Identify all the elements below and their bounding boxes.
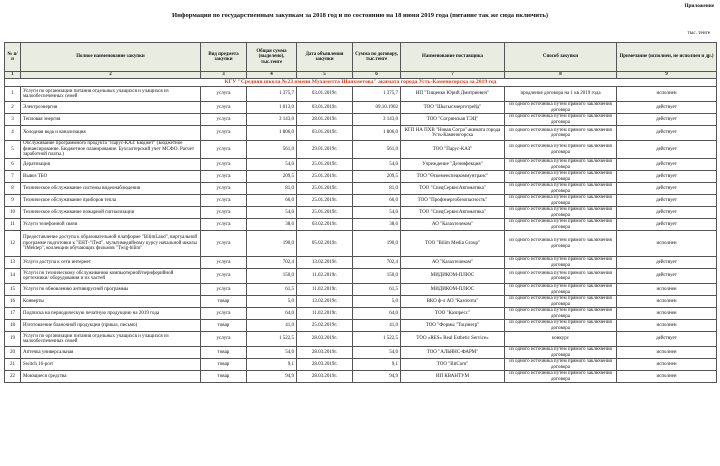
table-row <box>5 269 717 284</box>
cell-supplier: АО "Казахтелеком" <box>401 219 505 231</box>
cell-supplier: ИП КВАНТУМ <box>401 371 505 383</box>
table-row <box>5 347 717 359</box>
cell-name: Изготовление бланочной продукции (приказ, письмо) <box>21 320 201 332</box>
cell-method: из одного источника путем прямого заключения договора <box>505 102 617 114</box>
cell-name: Тепловая энергия <box>21 114 201 126</box>
cell-date: 11.02.2019г. <box>297 269 353 284</box>
cell-kind: товар <box>201 296 247 308</box>
cell-supplier: КГП НА ПХВ "Новая Согра" акимата города Усть-Каменогорска <box>401 126 505 141</box>
cell-method: из одного источника путем прямого заключения договора <box>505 231 617 257</box>
appendix-label: Приложение <box>684 3 714 9</box>
cell-contract: 9,1 <box>353 359 401 371</box>
column-header: Примечание (исполнен, не исполнен и др.) <box>617 43 717 72</box>
cell-note: действует <box>617 183 717 195</box>
cell-n: 11 <box>5 219 21 231</box>
cell-note: действует <box>617 126 717 141</box>
cell-contract: 61,5 <box>353 284 401 296</box>
cell-contract: 09.10.1902 <box>353 102 401 114</box>
cell-n: 10 <box>5 207 21 219</box>
column-number: 1 <box>5 72 21 79</box>
cell-total: 64,0 <box>247 308 297 320</box>
table-row <box>5 359 717 371</box>
cell-supplier: ТОО "Согринская ТЭЦ" <box>401 114 505 126</box>
cell-supplier: ТОО "Шыгысэнерготрейд" <box>401 102 505 114</box>
cell-note: действует <box>617 159 717 171</box>
table-body <box>5 87 717 383</box>
table-row <box>5 308 717 320</box>
cell-date: 03.01.2019г. <box>297 126 353 141</box>
cell-date: 25.01.2019г. <box>297 195 353 207</box>
cell-total: 190,0 <box>247 231 297 257</box>
cell-supplier: Учреждение "Дезинфекция" <box>401 159 505 171</box>
cell-kind: услуга <box>201 102 247 114</box>
cell-n: 15 <box>5 284 21 296</box>
cell-supplier: МИДИКОМ-ПЛЮС <box>401 284 505 296</box>
cell-contract: 561,0 <box>353 141 401 159</box>
column-header: Сумма по договору, тыс.тенге <box>353 43 401 72</box>
cell-date: 25.01.2019г. <box>297 171 353 183</box>
cell-method: продление договора на 1 кв 2019 года <box>505 87 617 102</box>
cell-contract: 64,0 <box>353 308 401 320</box>
table-row <box>5 296 717 308</box>
cell-n: 20 <box>5 347 21 359</box>
cell-supplier: ТОО "Bilim Media Group" <box>401 231 505 257</box>
cell-n: 13 <box>5 257 21 269</box>
cell-n: 5 <box>5 141 21 159</box>
cell-total: 1 806,0 <box>247 126 297 141</box>
cell-n: 8 <box>5 183 21 195</box>
cell-n: 2 <box>5 102 21 114</box>
cell-total: 81,0 <box>247 183 297 195</box>
table-row <box>5 257 717 269</box>
cell-name: Техническое обслуживание системы видеонаблюдения <box>21 183 201 195</box>
cell-kind: услуга <box>201 269 247 284</box>
cell-method: из одного источника путем прямого заключения договора <box>505 171 617 183</box>
cell-note: исполнен <box>617 284 717 296</box>
cell-contract: 1 806,0 <box>353 126 401 141</box>
cell-date: 03.01.2019г. <box>297 87 353 102</box>
cell-kind: услуга <box>201 126 247 141</box>
cell-name: Услуги по организации питания отдельных учащихся и учащихся из малообеспеченных семей <box>21 87 201 102</box>
column-number: 4 <box>247 72 297 79</box>
cell-date: 29.01.2019г. <box>297 141 353 159</box>
cell-method: из одного источника путем прямого заключения договора <box>505 284 617 296</box>
cell-method: из одного источника путем прямого заключения договора <box>505 320 617 332</box>
cell-name: Аптечка универсальная <box>21 347 201 359</box>
cell-supplier: ТОО "СпецСервисАвтоматика" <box>401 207 505 219</box>
cell-total: 702,4 <box>247 257 297 269</box>
cell-kind: услуга <box>201 183 247 195</box>
cell-supplier: ТОО "Парус-КАЗ" <box>401 141 505 159</box>
cell-kind: услуга <box>201 159 247 171</box>
cell-name: Холодная вода и канализация <box>21 126 201 141</box>
cell-total: 66,0 <box>247 195 297 207</box>
table-row <box>5 102 717 114</box>
cell-kind: товар <box>201 371 247 383</box>
cell-kind: товар <box>201 359 247 371</box>
cell-date: 25.02.2019г. <box>297 320 353 332</box>
cell-n: 16 <box>5 296 21 308</box>
cell-method: из одного источника путем прямого заключения договора <box>505 207 617 219</box>
cell-name: Конверты <box>21 296 201 308</box>
table-row <box>5 141 717 159</box>
cell-note: исполнен <box>617 87 717 102</box>
table-row <box>5 231 717 257</box>
cell-method: из одного источника путем прямого заключения договора <box>505 308 617 320</box>
cell-contract: 54,0 <box>353 207 401 219</box>
cell-contract: 190,0 <box>353 231 401 257</box>
cell-n: 9 <box>5 195 21 207</box>
cell-name: Услуги по техническому обслуживанию компьютерной/периферийной оргтехники/ оборудования и их частей <box>21 269 201 284</box>
cell-date: 05.02.2019г. <box>297 231 353 257</box>
cell-name: Дератизация <box>21 159 201 171</box>
cell-date: 28.03.2019г. <box>297 359 353 371</box>
cell-n: 18 <box>5 320 21 332</box>
column-number: 3 <box>201 72 247 79</box>
cell-total: 150,0 <box>247 269 297 284</box>
cell-method: из одного источника путем прямого заключения договора <box>505 183 617 195</box>
cell-total: 3 143,0 <box>247 114 297 126</box>
table-row <box>5 284 717 296</box>
cell-n: 4 <box>5 126 21 141</box>
cell-name: Услуги доступа к сети интернет <box>21 257 201 269</box>
cell-date: 25.01.2019г. <box>297 159 353 171</box>
column-header: № п/п <box>5 43 21 72</box>
table-row <box>5 219 717 231</box>
cell-total: 94,9 <box>247 371 297 383</box>
cell-method: из одного источника путем прямого заключения договора <box>505 296 617 308</box>
cell-note: действует <box>617 219 717 231</box>
cell-supplier: ВКО ф-л АО "Казпочта" <box>401 296 505 308</box>
table-row <box>5 207 717 219</box>
cell-date: 25.01.2019г. <box>297 183 353 195</box>
cell-method: из одного источника путем прямого заключения договора <box>505 371 617 383</box>
document-title: Информация по государственным закупкам за 2018 год и по состоянию на 18 июня 2019 года (питание так же сюда включить) <box>171 12 549 19</box>
column-header: Наименование поставщика <box>401 43 505 72</box>
cell-date: 28.03.2019г. <box>297 347 353 359</box>
cell-contract: 5,0 <box>353 296 401 308</box>
cell-kind: услуга <box>201 207 247 219</box>
cell-note: исполнен <box>617 359 717 371</box>
cell-total: 9,1 <box>247 359 297 371</box>
cell-total: 561,0 <box>247 141 297 159</box>
cell-method: из одного источника путем прямого заключения договора <box>505 359 617 371</box>
cell-note: исполнен <box>617 231 717 257</box>
cell-supplier: ТОО "АЛЬЯНС-ФАРМ" <box>401 347 505 359</box>
cell-n: 19 <box>5 332 21 347</box>
cell-method: из одного источника путем прямого заключения договора <box>505 269 617 284</box>
cell-note: действует <box>617 114 717 126</box>
cell-name: Услуги по организации питания отдельных учащихся и учащихся из малообеспеченных семей <box>21 332 201 347</box>
table-row <box>5 183 717 195</box>
cell-date: 13.02.2019г. <box>297 257 353 269</box>
table-row <box>5 114 717 126</box>
organization-row <box>5 79 717 87</box>
cell-date: 28.01.2019г. <box>297 114 353 126</box>
cell-note: действует <box>617 102 717 114</box>
cell-name: Обслуживание программного продукта "Парус-КАЗ: Бюджет" (Бюджетное финансирование. Бюджетное планирование. Бухгалтерский учет МСФО. Расчет заработной платы.) <box>21 141 201 159</box>
column-header: Общая сумма (выделено), тыс.тенге <box>247 43 297 72</box>
cell-n: 3 <box>5 114 21 126</box>
cell-note: исполнен <box>617 296 717 308</box>
cell-total: 5,0 <box>247 296 297 308</box>
cell-contract: 41,0 <box>353 320 401 332</box>
cell-kind: услуга <box>201 141 247 159</box>
cell-contract: 81,0 <box>353 183 401 195</box>
cell-kind: товар <box>201 347 247 359</box>
cell-kind: услуга <box>201 171 247 183</box>
cell-name: Моющиеся средства <box>21 371 201 383</box>
cell-kind: услуга <box>201 114 247 126</box>
cell-n: 12 <box>5 231 21 257</box>
cell-total: 1 522,5 <box>247 332 297 347</box>
cell-name: Услуги телефонной связи <box>21 219 201 231</box>
cell-n: 6 <box>5 159 21 171</box>
cell-note: действует <box>617 257 717 269</box>
table-row <box>5 332 717 347</box>
cell-note: действует <box>617 171 717 183</box>
cell-date: 28.03.2019г. <box>297 371 353 383</box>
cell-note: исполнен <box>617 347 717 359</box>
procurement-table <box>4 42 717 383</box>
cell-contract: 38,6 <box>353 219 401 231</box>
cell-method: из одного источника путем прямого заключения договора <box>505 219 617 231</box>
cell-n: 22 <box>5 371 21 383</box>
cell-supplier: МИДИКОМ-ПЛЮС <box>401 269 505 284</box>
cell-total: 54,0 <box>247 207 297 219</box>
table-row <box>5 320 717 332</box>
cell-supplier: ТОО "Өскеменспецкоммунтранс" <box>401 171 505 183</box>
cell-note: действует <box>617 269 717 284</box>
cell-total: 41,0 <box>247 320 297 332</box>
cell-kind: услуга <box>201 219 247 231</box>
cell-name: Техническое обслуживание пожарной сигнализации <box>21 207 201 219</box>
cell-method: конкурс <box>505 332 617 347</box>
cell-total: 61,5 <box>247 284 297 296</box>
cell-kind: услуга <box>201 332 247 347</box>
cell-kind: товар <box>201 320 247 332</box>
cell-contract: 150,0 <box>353 269 401 284</box>
table-row <box>5 159 717 171</box>
cell-total: 38,6 <box>247 219 297 231</box>
cell-total: 209,5 <box>247 171 297 183</box>
cell-total: 54,0 <box>247 159 297 171</box>
table-row <box>5 171 717 183</box>
cell-note: действует <box>617 141 717 159</box>
cell-kind: услуга <box>201 284 247 296</box>
cell-name: Подписка на периодическую печатную продукцию на 2019 года <box>21 308 201 320</box>
cell-n: 17 <box>5 308 21 320</box>
cell-kind: услуга <box>201 87 247 102</box>
cell-date: 11.02.2019г. <box>297 308 353 320</box>
cell-contract: 702,4 <box>353 257 401 269</box>
column-number: 8 <box>505 72 617 79</box>
cell-kind: услуга <box>201 257 247 269</box>
cell-name: Предоставление доступа к образовательной платформе "BilimLand", виртуальной программе подготовки к "ЕНТ-"iTest", мультимедийному курсу начальной школы "iMektep", коллекции обучающих фильмов "Twig-bilim" <box>21 231 201 257</box>
cell-n: 14 <box>5 269 21 284</box>
cell-n: 7 <box>5 171 21 183</box>
cell-note: действует <box>617 207 717 219</box>
cell-kind: услуга <box>201 231 247 257</box>
cell-supplier: ТОО "СпецСервисАвтоматика" <box>401 183 505 195</box>
cell-supplier: ТОО «RES» Real Esthetic Service» <box>401 332 505 347</box>
cell-name: Услуги по обновлению антивирусной программы <box>21 284 201 296</box>
cell-date: 25.01.2019г. <box>297 207 353 219</box>
cell-method: из одного источника путем прямого заключения договора <box>505 126 617 141</box>
column-number: 7 <box>401 72 505 79</box>
cell-date: 11.02.2019г. <box>297 284 353 296</box>
table-row <box>5 371 717 383</box>
cell-supplier: АО "Казахтелеком" <box>401 257 505 269</box>
cell-n: 1 <box>5 87 21 102</box>
column-number-row <box>5 72 717 79</box>
organization-name: КГУ "Средняя школа №23 имени Мухаметта Шаяхметова" акимата города Усть-Каменогорска за 2019 год <box>5 79 717 87</box>
column-number: 9 <box>617 72 717 79</box>
cell-total: 1 013,0 <box>247 102 297 114</box>
cell-method: из одного источника путем прямого заключения договора <box>505 141 617 159</box>
cell-date: 03.02.2019г. <box>297 219 353 231</box>
cell-contract: 3 143,0 <box>353 114 401 126</box>
cell-kind: услуга <box>201 195 247 207</box>
cell-method: из одного источника путем прямого заключения договора <box>505 257 617 269</box>
cell-note: действует <box>617 332 717 347</box>
column-number: 5 <box>297 72 353 79</box>
cell-note: действует <box>617 195 717 207</box>
cell-contract: 94,9 <box>353 371 401 383</box>
cell-name: Switch 16-port <box>21 359 201 371</box>
cell-supplier: ТОО "Профэнергобезопасность" <box>401 195 505 207</box>
cell-contract: 54,0 <box>353 159 401 171</box>
cell-supplier: ТОО "BitCom" <box>401 359 505 371</box>
cell-name: Техническое обслуживание приборов тепла <box>21 195 201 207</box>
cell-kind: услуга <box>201 308 247 320</box>
cell-contract: 66,0 <box>353 195 401 207</box>
header-row <box>5 43 717 72</box>
cell-method: из одного источника путем прямого заключения договора <box>505 114 617 126</box>
cell-name: Электроэнергия <box>21 102 201 114</box>
cell-date: 13.02.2019г. <box>297 296 353 308</box>
cell-contract: 209,5 <box>353 171 401 183</box>
cell-note: исполнен <box>617 320 717 332</box>
cell-contract: 1 375,7 <box>353 87 401 102</box>
column-header: Полное наименование закупки <box>21 43 201 72</box>
cell-method: из одного источника путем прямого заключения договора <box>505 195 617 207</box>
cell-total: 54,0 <box>247 347 297 359</box>
cell-total: 1 375,7 <box>247 87 297 102</box>
cell-date: 03.01.2019г. <box>297 102 353 114</box>
cell-note: исполнен <box>617 371 717 383</box>
cell-note: исполнен <box>617 308 717 320</box>
cell-supplier: ИП "Тищенко Юрий Дмитриевич" <box>401 87 505 102</box>
table-row <box>5 87 717 102</box>
cell-date: 28.03.2019г. <box>297 332 353 347</box>
cell-supplier: ТОО "Формы "Тоцзнегр" <box>401 320 505 332</box>
column-number: 6 <box>353 72 401 79</box>
column-header: Дата объявления закупки <box>297 43 353 72</box>
table-row <box>5 126 717 141</box>
table-row <box>5 195 717 207</box>
cell-supplier: ТОО "Казпресс" <box>401 308 505 320</box>
cell-contract: 1 522,5 <box>353 332 401 347</box>
cell-name: Вывоз ТБО <box>21 171 201 183</box>
column-header: Способ закупки <box>505 43 617 72</box>
cell-n: 21 <box>5 359 21 371</box>
cell-method: из одного источника путем прямого заключения договора <box>505 347 617 359</box>
cell-method: из одного источника путем прямого заключения договора <box>505 159 617 171</box>
currency-unit-note: тыс. тенге <box>687 30 710 36</box>
column-number: 2 <box>21 72 201 79</box>
cell-contract: 54,0 <box>353 347 401 359</box>
column-header: Вид предмета закупки <box>201 43 247 72</box>
